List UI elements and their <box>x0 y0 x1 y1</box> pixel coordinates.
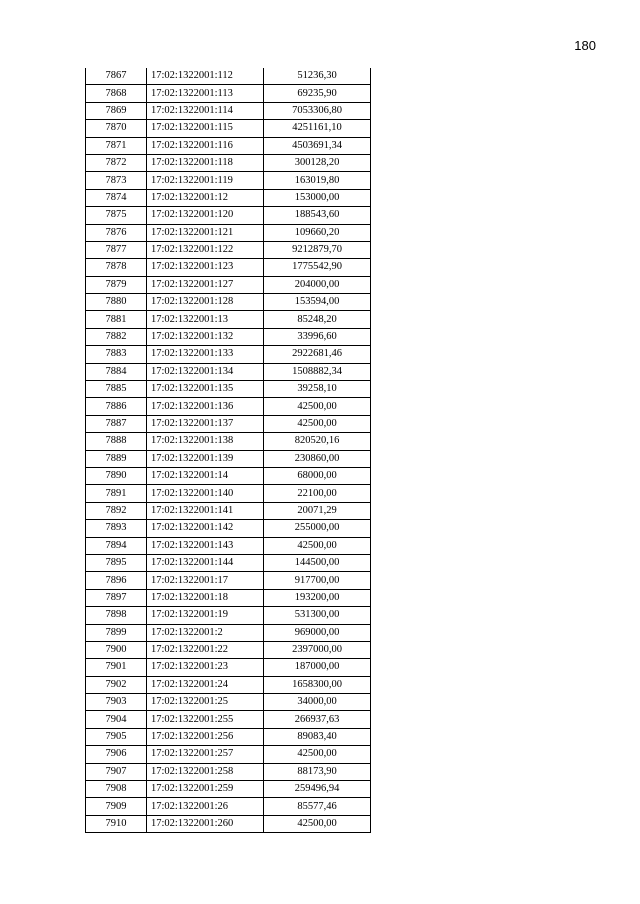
cadastral-number-cell: 17:02:1322001:144 <box>147 554 264 571</box>
row-number-cell: 7899 <box>86 624 147 641</box>
cadastral-number-cell: 17:02:1322001:120 <box>147 207 264 224</box>
cadastral-number-cell: 17:02:1322001:257 <box>147 746 264 763</box>
cadastral-number-cell: 17:02:1322001:118 <box>147 154 264 171</box>
table-row <box>86 241 371 258</box>
table-row <box>86 381 371 398</box>
row-number-cell: 7902 <box>86 676 147 693</box>
row-number-cell: 7873 <box>86 172 147 189</box>
cadastral-value-cell: 266937,63 <box>264 711 371 728</box>
row-number-cell: 7907 <box>86 763 147 780</box>
table-row <box>86 502 371 519</box>
row-number-cell: 7906 <box>86 746 147 763</box>
page-number: 180 <box>574 38 596 53</box>
cadastral-number-cell: 17:02:1322001:255 <box>147 711 264 728</box>
row-number-cell: 7889 <box>86 450 147 467</box>
table-row <box>86 763 371 780</box>
cadastral-value-cell: 153594,00 <box>264 294 371 311</box>
cadastral-value-cell: 42500,00 <box>264 398 371 415</box>
table-row <box>86 624 371 641</box>
row-number-cell: 7880 <box>86 294 147 311</box>
cadastral-value-cell: 88173,90 <box>264 763 371 780</box>
cadastral-value-cell: 34000,00 <box>264 694 371 711</box>
cadastral-number-cell: 17:02:1322001:140 <box>147 485 264 502</box>
table-row <box>86 572 371 589</box>
cadastral-number-cell: 17:02:1322001:19 <box>147 607 264 624</box>
row-number-cell: 7881 <box>86 311 147 328</box>
row-number-cell: 7905 <box>86 728 147 745</box>
cadastral-value-cell: 230860,00 <box>264 450 371 467</box>
cadastral-number-cell: 17:02:1322001:14 <box>147 467 264 484</box>
cadastral-number-cell: 17:02:1322001:17 <box>147 572 264 589</box>
cadastral-number-cell: 17:02:1322001:23 <box>147 659 264 676</box>
cadastral-number-cell: 17:02:1322001:137 <box>147 415 264 432</box>
row-number-cell: 7867 <box>86 68 147 85</box>
cadastral-value-cell: 1775542,90 <box>264 259 371 276</box>
cadastral-number-cell: 17:02:1322001:132 <box>147 328 264 345</box>
cadastral-number-cell: 17:02:1322001:13 <box>147 311 264 328</box>
cadastral-value-cell: 300128,20 <box>264 154 371 171</box>
table-row <box>86 607 371 624</box>
cadastral-number-cell: 17:02:1322001:141 <box>147 502 264 519</box>
cadastral-value-cell: 42500,00 <box>264 815 371 832</box>
row-number-cell: 7876 <box>86 224 147 241</box>
cadastral-value-cell: 144500,00 <box>264 554 371 571</box>
table-row <box>86 224 371 241</box>
table-row <box>86 467 371 484</box>
table-row <box>86 276 371 293</box>
row-number-cell: 7884 <box>86 363 147 380</box>
cadastral-number-cell: 17:02:1322001:142 <box>147 520 264 537</box>
row-number-cell: 7893 <box>86 520 147 537</box>
cadastral-value-cell: 2922681,46 <box>264 346 371 363</box>
cadastral-number-cell: 17:02:1322001:259 <box>147 781 264 798</box>
cadastral-value-cell: 163019,80 <box>264 172 371 189</box>
cadastral-number-cell: 17:02:1322001:112 <box>147 68 264 85</box>
table-row <box>86 450 371 467</box>
table-row <box>86 172 371 189</box>
cadastral-number-cell: 17:02:1322001:12 <box>147 189 264 206</box>
table-row <box>86 328 371 345</box>
row-number-cell: 7875 <box>86 207 147 224</box>
cadastral-number-cell: 17:02:1322001:115 <box>147 120 264 137</box>
table-row <box>86 815 371 832</box>
row-number-cell: 7900 <box>86 641 147 658</box>
cadastral-value-cell: 188543,60 <box>264 207 371 224</box>
row-number-cell: 7887 <box>86 415 147 432</box>
row-number-cell: 7874 <box>86 189 147 206</box>
table-row <box>86 363 371 380</box>
cadastral-value-table <box>85 68 371 833</box>
row-number-cell: 7886 <box>86 398 147 415</box>
table-row <box>86 485 371 502</box>
cadastral-value-cell: 1658300,00 <box>264 676 371 693</box>
cadastral-number-cell: 17:02:1322001:121 <box>147 224 264 241</box>
table-row <box>86 676 371 693</box>
cadastral-number-cell: 17:02:1322001:119 <box>147 172 264 189</box>
table-row <box>86 207 371 224</box>
cadastral-value-cell: 7053306,80 <box>264 102 371 119</box>
row-number-cell: 7869 <box>86 102 147 119</box>
cadastral-value-cell: 1508882,34 <box>264 363 371 380</box>
table-row <box>86 120 371 137</box>
cadastral-number-cell: 17:02:1322001:128 <box>147 294 264 311</box>
cadastral-value-cell: 85248,20 <box>264 311 371 328</box>
row-number-cell: 7894 <box>86 537 147 554</box>
row-number-cell: 7878 <box>86 259 147 276</box>
row-number-cell: 7872 <box>86 154 147 171</box>
row-number-cell: 7897 <box>86 589 147 606</box>
row-number-cell: 7910 <box>86 815 147 832</box>
row-number-cell: 7898 <box>86 607 147 624</box>
cadastral-number-cell: 17:02:1322001:256 <box>147 728 264 745</box>
cadastral-value-cell: 153000,00 <box>264 189 371 206</box>
table-row <box>86 189 371 206</box>
cadastral-value-cell: 917700,00 <box>264 572 371 589</box>
row-number-cell: 7868 <box>86 85 147 102</box>
cadastral-value-cell: 2397000,00 <box>264 641 371 658</box>
cadastral-value-cell: 4251161,10 <box>264 120 371 137</box>
cadastral-value-cell: 69235,90 <box>264 85 371 102</box>
cadastral-number-cell: 17:02:1322001:260 <box>147 815 264 832</box>
table-row <box>86 259 371 276</box>
cadastral-value-cell: 33996,60 <box>264 328 371 345</box>
cadastral-number-cell: 17:02:1322001:136 <box>147 398 264 415</box>
table-row <box>86 415 371 432</box>
cadastral-value-cell: 109660,20 <box>264 224 371 241</box>
table-row <box>86 711 371 728</box>
table-row <box>86 154 371 171</box>
table-row <box>86 311 371 328</box>
cadastral-value-cell: 969000,00 <box>264 624 371 641</box>
cadastral-number-cell: 17:02:1322001:135 <box>147 381 264 398</box>
table-row <box>86 346 371 363</box>
row-number-cell: 7883 <box>86 346 147 363</box>
cadastral-value-cell: 20071,29 <box>264 502 371 519</box>
cadastral-number-cell: 17:02:1322001:26 <box>147 798 264 815</box>
table-body <box>86 68 371 833</box>
table-row <box>86 659 371 676</box>
cadastral-number-cell: 17:02:1322001:2 <box>147 624 264 641</box>
row-number-cell: 7896 <box>86 572 147 589</box>
table-row <box>86 398 371 415</box>
cadastral-value-cell: 22100,00 <box>264 485 371 502</box>
cadastral-number-cell: 17:02:1322001:113 <box>147 85 264 102</box>
cadastral-value-cell: 85577,46 <box>264 798 371 815</box>
cadastral-number-cell: 17:02:1322001:22 <box>147 641 264 658</box>
table-row <box>86 85 371 102</box>
row-number-cell: 7890 <box>86 467 147 484</box>
row-number-cell: 7888 <box>86 433 147 450</box>
row-number-cell: 7870 <box>86 120 147 137</box>
table-row <box>86 694 371 711</box>
cadastral-number-cell: 17:02:1322001:24 <box>147 676 264 693</box>
cadastral-number-cell: 17:02:1322001:123 <box>147 259 264 276</box>
table-row <box>86 433 371 450</box>
cadastral-value-cell: 4503691,34 <box>264 137 371 154</box>
row-number-cell: 7882 <box>86 328 147 345</box>
cadastral-value-cell: 42500,00 <box>264 746 371 763</box>
table-row <box>86 641 371 658</box>
table-row <box>86 102 371 119</box>
row-number-cell: 7891 <box>86 485 147 502</box>
row-number-cell: 7877 <box>86 241 147 258</box>
table-row <box>86 294 371 311</box>
cadastral-value-cell: 193200,00 <box>264 589 371 606</box>
cadastral-value-cell: 204000,00 <box>264 276 371 293</box>
row-number-cell: 7895 <box>86 554 147 571</box>
row-number-cell: 7871 <box>86 137 147 154</box>
cadastral-value-cell: 42500,00 <box>264 537 371 554</box>
table-row <box>86 589 371 606</box>
row-number-cell: 7879 <box>86 276 147 293</box>
cadastral-number-cell: 17:02:1322001:258 <box>147 763 264 780</box>
row-number-cell: 7908 <box>86 781 147 798</box>
cadastral-value-cell: 89083,40 <box>264 728 371 745</box>
cadastral-number-cell: 17:02:1322001:18 <box>147 589 264 606</box>
table-row <box>86 781 371 798</box>
row-number-cell: 7885 <box>86 381 147 398</box>
cadastral-number-cell: 17:02:1322001:122 <box>147 241 264 258</box>
cadastral-number-cell: 17:02:1322001:143 <box>147 537 264 554</box>
table-row <box>86 746 371 763</box>
table-row <box>86 728 371 745</box>
table-row <box>86 554 371 571</box>
cadastral-number-cell: 17:02:1322001:116 <box>147 137 264 154</box>
cadastral-number-cell: 17:02:1322001:138 <box>147 433 264 450</box>
cadastral-number-cell: 17:02:1322001:139 <box>147 450 264 467</box>
cadastral-number-cell: 17:02:1322001:25 <box>147 694 264 711</box>
row-number-cell: 7903 <box>86 694 147 711</box>
row-number-cell: 7904 <box>86 711 147 728</box>
cadastral-value-cell: 820520,16 <box>264 433 371 450</box>
cadastral-value-cell: 51236,30 <box>264 68 371 85</box>
cadastral-value-cell: 39258,10 <box>264 381 371 398</box>
table-row <box>86 520 371 537</box>
cadastral-value-cell: 9212879,70 <box>264 241 371 258</box>
cadastral-value-cell: 42500,00 <box>264 415 371 432</box>
row-number-cell: 7909 <box>86 798 147 815</box>
table-row <box>86 798 371 815</box>
table-row <box>86 537 371 554</box>
cadastral-value-cell: 68000,00 <box>264 467 371 484</box>
cadastral-number-cell: 17:02:1322001:133 <box>147 346 264 363</box>
row-number-cell: 7901 <box>86 659 147 676</box>
table-row <box>86 137 371 154</box>
cadastral-number-cell: 17:02:1322001:134 <box>147 363 264 380</box>
cadastral-value-cell: 259496,94 <box>264 781 371 798</box>
cadastral-number-cell: 17:02:1322001:114 <box>147 102 264 119</box>
table-row <box>86 68 371 85</box>
row-number-cell: 7892 <box>86 502 147 519</box>
cadastral-value-cell: 255000,00 <box>264 520 371 537</box>
cadastral-number-cell: 17:02:1322001:127 <box>147 276 264 293</box>
cadastral-value-cell: 531300,00 <box>264 607 371 624</box>
cadastral-value-cell: 187000,00 <box>264 659 371 676</box>
